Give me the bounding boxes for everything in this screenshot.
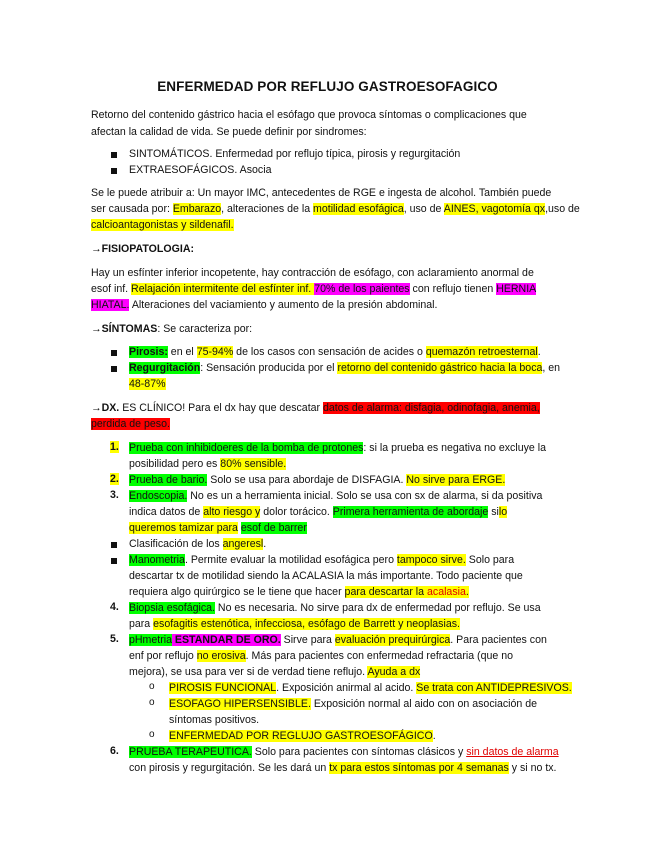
- fisio-line-3: [91, 298, 437, 312]
- highlight-4-semanas: tx para estos síntomas por 4 semanas: [329, 762, 509, 774]
- highlight-relajacion: Relajación intermitente del esfínter inf.: [131, 283, 315, 295]
- text-run: esof inf.: [91, 283, 132, 295]
- highlight-48-87: 48-87%: [129, 378, 166, 390]
- highlight-prequirurgica: evaluación prequirúrgica: [334, 634, 451, 646]
- highlight-embarazo: Embarazo: [172, 203, 222, 215]
- text-run: Exposición normal al aido con on asociación de: [310, 698, 538, 710]
- highlight-manometria: Manometria: [129, 554, 185, 566]
- item-5-line-2: [129, 649, 513, 663]
- highlight-80-sensible: 80% sensible.: [220, 458, 287, 470]
- list-number-6: 6.: [110, 745, 119, 757]
- text-run: Sirve para: [280, 634, 335, 646]
- regurgitacion-line-2: [129, 377, 166, 391]
- highlight-endoscopia: Endoscopia.: [129, 490, 188, 502]
- text-run: .: [537, 346, 541, 358]
- highlight-pirosis: Pirosis:: [129, 346, 168, 358]
- highlight-number: 1.: [110, 441, 119, 453]
- intro-line-2: afectan la calidad de vida. Se puede definir por sindromes:: [91, 126, 367, 138]
- item-3-line-2: [129, 505, 507, 519]
- syndrome-item-1: SINTOMÁTICOS. Enfermedad por reflujo típica, pirosis y regurgitación: [129, 148, 461, 160]
- text-run: Alteraciones del vaciamiento y aumento de la presión abdominal.: [129, 299, 438, 311]
- text-run: ,uso de: [545, 203, 580, 215]
- highlight-erge: ENFERMEDAD POR REGLUJO GASTROESOFÁGICO: [169, 730, 433, 742]
- highlight-no-erosiva: no erosiva: [196, 650, 246, 662]
- text-run: con reflujo tienen: [409, 283, 497, 295]
- text-run: ES CLÍNICO! Para el dx hay que descatar: [119, 402, 323, 414]
- item-3-line-3: [129, 521, 307, 535]
- highlight-regurgitacion: Regurgitación: [129, 362, 201, 374]
- highlight-angeles: angeresl: [222, 538, 264, 550]
- pirosis-item: [129, 345, 541, 359]
- subitem-esofago-hipersensible: [169, 697, 537, 711]
- causes-line-3: [91, 218, 234, 232]
- highlight-antidepresivos: Se trata con ANTIDEPRESIVOS.: [416, 682, 572, 694]
- item-5-line-3: [129, 665, 420, 679]
- circle-bullet-icon: o: [149, 697, 155, 708]
- angeles-item: [129, 537, 266, 551]
- text-run: mejora), se usa para ver si de verdad tiene reflujo.: [129, 666, 368, 678]
- text-run: . Exposición anirmal al acido.: [276, 682, 417, 694]
- fisio-line-1: Hay un esfínter inferior incopetente, hay contracción de esófago, con aclaramiento anormal de: [91, 267, 534, 279]
- manometria-line-3: [129, 585, 469, 599]
- sintomas-label: →SÍNTOMAS: [91, 323, 158, 335]
- text-run: y si no tx.: [508, 762, 557, 774]
- highlight-bario: Prueba de bario.: [129, 474, 208, 486]
- highlight-retorno: retorno del contenido gástrico hacia la boca: [337, 362, 543, 374]
- item-6-line-2: [129, 761, 557, 775]
- regurgitacion-item: [129, 361, 560, 375]
- text-run: . Permite evaluar la motilidad esofágica pero: [184, 554, 397, 566]
- text-run: enf por reflujo: [129, 650, 197, 662]
- subitem-pirosis-funcional: [169, 681, 572, 695]
- highlight-perdida-peso: perdida de peso.: [91, 418, 170, 430]
- intro-line-1: Retorno del contenido gástrico hacia el esófago que provoca síntomas o complicaciones que: [91, 109, 527, 121]
- text-run: ser causada por:: [91, 203, 173, 215]
- item-4-line-2: [129, 617, 460, 631]
- text-run: Solo se usa para abordaje de DISFAGIA.: [207, 474, 407, 486]
- dx-line-1: [91, 401, 540, 415]
- highlight-aines: AINES, vagotomía qx: [443, 203, 546, 215]
- text-run: para: [129, 618, 154, 630]
- item-1-line-1: [129, 441, 546, 455]
- list-number-5: 5.: [110, 633, 119, 645]
- subitem-erge: [169, 729, 436, 743]
- text-run: Solo para: [465, 554, 515, 566]
- highlight-hernia: HERNIA: [496, 283, 537, 295]
- item-1-line-2: [129, 457, 286, 471]
- highlight-pirosis-funcional: PIROSIS FUNCIONAL: [169, 682, 277, 694]
- highlight-phmetria: pHmetria: [129, 634, 172, 646]
- highlight-acalasia: acalasia: [427, 586, 466, 598]
- highlight-primera-herramienta: Primera herramienta de abordaje: [332, 506, 489, 518]
- item-3-line-1: [129, 489, 542, 503]
- highlight-barrer: esof de barrer: [240, 522, 307, 534]
- list-number-3: 3.: [110, 489, 119, 501]
- highlight-tampoco-sirve: tampoco sirve.: [396, 554, 466, 566]
- text-run: en el: [167, 346, 197, 358]
- causes-line-2: [91, 202, 580, 216]
- highlight-hipersensible: ESOFAGO HIPERSENSIBLE.: [169, 698, 311, 710]
- circle-bullet-icon: o: [149, 729, 155, 740]
- text-run: .: [465, 586, 469, 598]
- text-run: si: [488, 506, 499, 518]
- highlight-tamizar: queremos tamizar para: [129, 522, 238, 534]
- highlight-esofagitis: esofagitis estenótica, infecciosa, esófago de Barrett y neoplasias.: [153, 618, 460, 630]
- highlight-descartar: para descartar la: [344, 586, 427, 598]
- text-run: indica datos de: [129, 506, 204, 518]
- causes-line-1: Se le puede atribuir a: Un mayor IMC, antecedentes de RGE e ingesta de alcohol. También puede: [91, 187, 552, 199]
- manometria-line-1: [129, 553, 514, 567]
- list-number-1: [110, 441, 119, 453]
- square-bullet-icon: [111, 168, 117, 174]
- text-run: .: [432, 730, 436, 742]
- subitem-esofago-line-2: síntomas positivos.: [169, 714, 260, 726]
- text-run: requiera algo quirúrgico se le tiene que hacer: [129, 586, 345, 598]
- list-number-2: [110, 473, 119, 485]
- item-4-line-1: [129, 601, 541, 615]
- highlight-motilidad: motilidad esofágica: [313, 203, 404, 215]
- text-run: Solo para pacientes con síntomas clásicos y: [251, 746, 467, 758]
- fisiopatologia-heading: →FISIOPATOLOGIA:: [91, 243, 194, 255]
- square-bullet-icon: [111, 558, 117, 564]
- text-run: , uso de: [403, 203, 444, 215]
- highlight-quemazon: quemazón retroesternal: [425, 346, 538, 358]
- text-run: : si la prueba es negativa no excluye la: [363, 442, 546, 454]
- highlight-no-erge: No sirve para ERGE.: [406, 474, 506, 486]
- highlight-calcioantagonistas: calcioantagonistas y sildenafil.: [91, 219, 234, 231]
- highlight-prueba-terapeutica: PRUEBA TERAPEUTICA.: [129, 746, 252, 758]
- manometria-line-2: descartar tx de motilidad siendo la ACALASIA la más importante. Todo paciente que: [129, 570, 523, 582]
- text-run: : Sensación producida por el: [200, 362, 338, 374]
- item-2-line-1: [129, 473, 505, 487]
- fisio-line-2: [91, 282, 536, 296]
- highlight-lo: lo: [498, 506, 508, 518]
- square-bullet-icon: [111, 366, 117, 372]
- text-run: . Más para pacientes con enfermedad refractaria (que no: [245, 650, 513, 662]
- text-run: posibilidad pero es: [129, 458, 221, 470]
- text-run: No es un a herramienta inicial. Solo se usa con sx de alarma, si da positiva: [187, 490, 543, 502]
- text-run: : Se caracteriza por:: [157, 323, 253, 335]
- square-bullet-icon: [111, 152, 117, 158]
- highlight-alto-riesgo: alto riesgo y: [203, 506, 261, 518]
- highlight-estandar-oro: ESTANDAR DE ORO.: [171, 634, 281, 646]
- highlight-75-94: 75-94%: [196, 346, 234, 358]
- highlight-ibp: Prueba con inhibidoeres de la bomba de protones: [129, 442, 364, 454]
- text-run: , alteraciones de la: [221, 203, 314, 215]
- dx-label: →DX.: [91, 402, 120, 414]
- square-bullet-icon: [111, 542, 117, 548]
- text-run: No es necesaria. No sirve para dx de enfermedad por reflujo. Se usa: [214, 602, 541, 614]
- item-5-line-1: [129, 633, 547, 647]
- text-run: , en: [542, 362, 561, 374]
- highlight-70-percent: 70% de los paientes: [314, 283, 410, 295]
- highlight-hiatal: HIATAL.: [91, 299, 130, 311]
- syndrome-item-2: EXTRAESOFÁGICOS. Asocia: [129, 164, 272, 176]
- highlight-number: 2.: [110, 473, 119, 485]
- document-title: ENFERMEDAD POR REFLUJO GASTROESOFAGICO: [157, 79, 498, 94]
- highlight-ayuda-dx: Ayuda a dx: [367, 666, 421, 678]
- highlight-datos-alarma: datos de alarma: disfagia, odinofagia, anemia,: [323, 402, 540, 414]
- circle-bullet-icon: o: [149, 681, 155, 692]
- highlight-biopsia: Biopsia esofágica.: [129, 602, 215, 614]
- dx-line-2: [91, 417, 170, 431]
- red-sin-datos-alarma: sin datos de alarma: [466, 746, 559, 758]
- item-6-line-1: [129, 745, 559, 759]
- text-run: Clasificación de los: [129, 538, 223, 550]
- square-bullet-icon: [111, 350, 117, 356]
- list-number-4: 4.: [110, 601, 119, 613]
- text-run: .: [263, 538, 267, 550]
- text-run: dolor torácico.: [260, 506, 333, 518]
- sintomas-heading: [91, 322, 252, 336]
- text-run: de los casos con sensación de acides o: [233, 346, 426, 358]
- text-run: . Para pacientes con: [450, 634, 547, 646]
- text-run: con pirosis y regurgitación. Se les dará un: [129, 762, 330, 774]
